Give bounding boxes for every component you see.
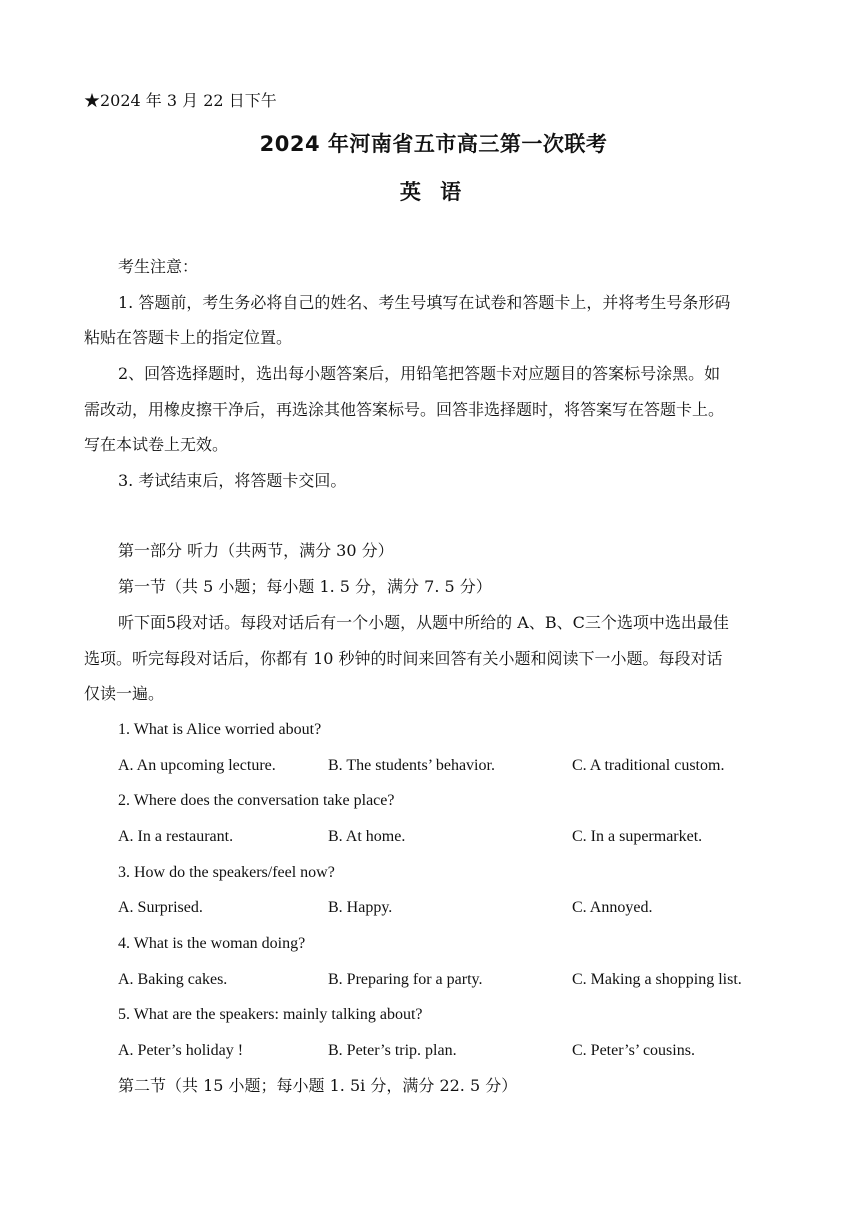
notice-item-2-line-1: 2、回答选择题时，选出每小题答案后，用铅笔把答题卡对应题目的答案标号涂黑。如	[118, 364, 721, 383]
instruction-line-1: 听下面5段对话。每段对话后有一个小题，从题中所给的 A、B、C三个选项中选出最佳	[118, 613, 729, 632]
question-5-stem: 5. What are the speakers: mainly talking about?	[118, 1006, 423, 1023]
question-5-option-c: C. Peter’s’ cousins.	[572, 1042, 695, 1059]
question-2-option-c: C. In a supermarket.	[572, 828, 703, 845]
question-3-stem: 3. How do the speakers/feel now?	[118, 864, 335, 881]
subject-title: 英 语	[399, 180, 468, 204]
question-4-option-c: C. Making a shopping list.	[572, 971, 742, 988]
notice-heading: 考生注意：	[118, 257, 199, 276]
section1-heading: 第一节（共 5 小题；每小题 1. 5 分，满分 7. 5 分）	[118, 577, 492, 596]
notice-item-3: 3. 考试结束后，将答题卡交回。	[118, 471, 347, 490]
question-2-stem: 2. Where does the conversation take place?	[118, 792, 395, 809]
question-1-stem: 1. What is Alice worried about?	[118, 721, 322, 738]
question-5-option-a: A. Peter’s holiday !	[118, 1042, 244, 1059]
instruction-line-3: 仅读一遍。	[84, 684, 165, 703]
part1-heading: 第一部分 听力（共两节，满分 30 分）	[118, 541, 394, 560]
question-5-option-b: B. Peter’s trip. plan.	[328, 1042, 457, 1059]
notice-item-1-line-2: 粘贴在答题卡上的指定位置。	[84, 328, 293, 347]
question-3-option-b: B. Happy.	[328, 899, 393, 916]
question-2-option-a: A. In a restaurant.	[118, 828, 234, 845]
question-1-option-b: B. The students’ behavior.	[328, 757, 495, 774]
notice-item-1-line-1: 1. 答题前，考生务必将自己的姓名、考生号填写在试卷和答题卡上，并将考生号条形码	[118, 293, 731, 312]
question-1-option-c: C. A traditional custom.	[572, 757, 725, 774]
question-1-option-a: A. An upcoming lecture.	[118, 757, 276, 774]
instruction-line-2: 选项。听完每段对话后，你都有 10 秒钟的时间来回答有关小题和阅读下一小题。每段对话	[84, 649, 723, 668]
exam-title: 2024 年河南省五市高三第一次联考	[259, 132, 608, 156]
notice-item-2-line-2: 需改动，用橡皮擦干净后，再选涂其他答案标号。回答非选择题时，将答案写在答题卡上。	[84, 400, 725, 419]
question-2-option-b: B. At home.	[328, 828, 406, 845]
question-4-option-a: A. Baking cakes.	[118, 971, 228, 988]
question-3-option-c: C. Annoyed.	[572, 899, 653, 916]
question-3-option-a: A. Surprised.	[118, 899, 203, 916]
question-4-option-b: B. Preparing for a party.	[328, 971, 483, 988]
question-4-stem: 4. What is the woman doing?	[118, 935, 306, 952]
date-note: ★2024 年 3 月 22 日下午	[84, 91, 277, 110]
notice-item-2-line-3: 写在本试卷上无效。	[84, 435, 229, 454]
section2-heading: 第二节（共 15 小题；每小题 1. 5i 分，满分 22. 5 分）	[118, 1076, 518, 1095]
